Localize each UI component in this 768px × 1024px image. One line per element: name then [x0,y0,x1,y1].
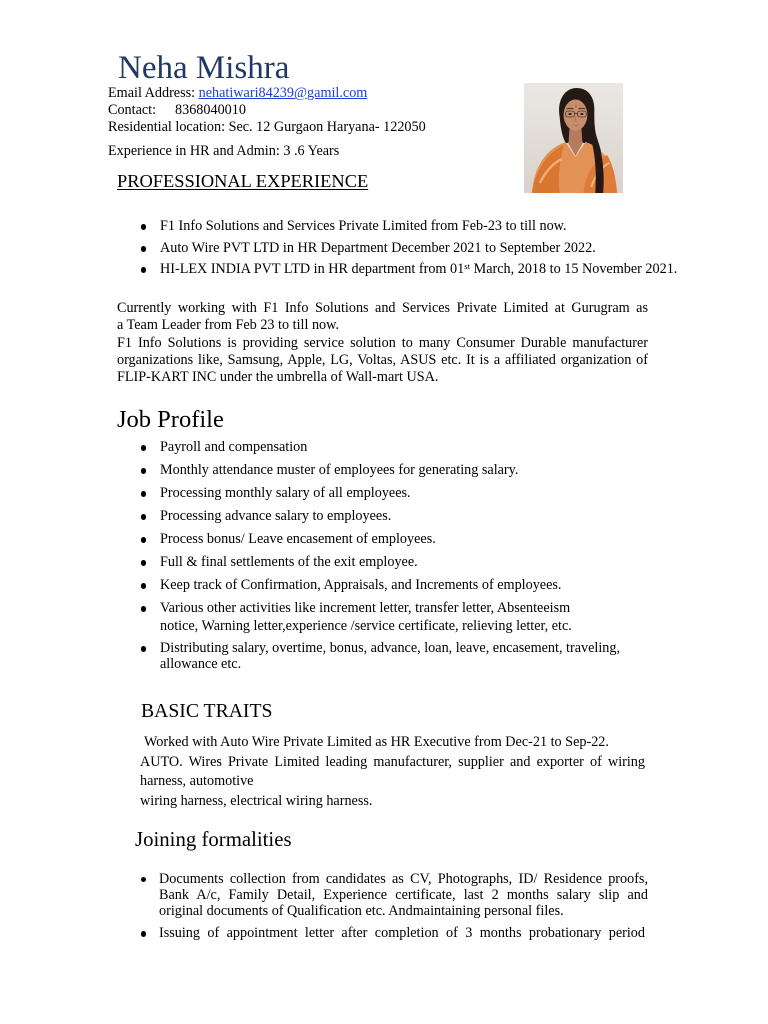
bullet-icon [141,583,147,589]
summary-line: F1 Info Solutions is providing service solution to many Consumer Durable manufacturer [117,334,648,351]
list-item-text: Monthly attendance muster of employees for generating salary. [160,462,519,479]
profile-photo-image [524,83,623,193]
section-heading-basic-traits: BASIC TRAITS [141,699,273,722]
bullet-icon [141,877,147,883]
list-item-line: allowance etc. [160,655,242,672]
experience-summary: Experience in HR and Admin: 3 .6 Years [108,143,340,160]
summary-line: FLIP-KART INC under the umbrella of Wall-mart USA. [117,369,439,386]
contact-number: 8368040010 [175,102,246,119]
bullet-icon [141,537,147,543]
summary-line: Currently working with F1 Info Solutions and Services Private Limited at Gurugram as [117,300,648,317]
summary-line: a Team Leader from Feb 23 to till now. [117,317,340,334]
list-item-text [159,925,645,942]
bullet-icon [141,246,147,252]
list-item-text [159,871,648,919]
list-item-text [160,261,677,278]
profile-photo [524,83,623,193]
list-item-text: Full & final settlements of the exit employee. [160,554,418,571]
email-line [108,85,367,102]
list-item-line: original documents of Qualification etc. Andmaintaining personal files. [159,903,564,920]
bullet-icon [141,491,147,497]
list-item-line: Various other activities like increment letter, transfer letter, Absenteeism [160,600,571,617]
section-heading-joining-formalities: Joining formalities [135,828,292,851]
bullet-icon [141,931,147,937]
email-label: Email Address: [108,85,199,102]
bullet-icon [141,224,147,230]
traits-line: Worked with Auto Wire Private Limited as HR Executive from Dec-21 to Sep-22. [144,734,609,751]
list-item-line: notice, Warning letter,experience /service certificate, relieving letter, etc. [160,617,572,634]
list-item-text: Process bonus/ Leave encasement of employees. [160,531,436,548]
summary-line: organizations like, Samsung, Apple, LG, Voltas, ASUS etc. It is a affiliated organization of [117,351,648,368]
email-link[interactable]: nehatiwari84239@gamil.com [198,85,368,102]
list-item-text: Processing monthly salary of all employees. [160,485,411,502]
bullet-icon [141,514,147,520]
list-item-text: Keep track of Confirmation, Appraisals, and Increments of employees. [160,577,562,594]
list-item-line: Issuing of appointment letter after completion of 3 months probationary period [159,925,645,942]
section-heading-job-profile: Job Profile [117,405,224,433]
section-heading-professional-experience: PROFESSIONAL EXPERIENCE [117,170,369,191]
list-item-line: Documents collection from candidates as CV, Photographs, ID/ Residence proofs, [159,871,648,888]
list-item-text: Payroll and compensation [160,439,308,456]
bullet-icon [141,468,147,474]
list-item-text [160,600,572,635]
traits-line: AUTO. Wires Private Limited leading manufacturer, supplier and exporter of wiring [140,754,645,771]
contact-label: Contact: [108,102,157,119]
residential-location: Residential location: Sec. 12 Gurgaon Haryana- 122050 [108,119,426,136]
bullet-icon [141,606,147,612]
list-item-text-part: March, 2018 to 15 November 2021. [470,261,678,278]
ordinal-superscript: st [464,261,471,272]
list-item-text: Auto Wire PVT LTD in HR Department December 2021 to September 2022. [160,240,596,257]
bullet-icon [141,560,147,566]
bullet-icon [141,646,147,652]
list-item-text: Processing advance salary to employees. [160,508,392,525]
bullet-icon [141,267,147,273]
experience-summary-paragraph [117,300,648,386]
candidate-name: Neha Mishra [118,50,290,87]
list-item-line: Distributing salary, overtime, bonus, advance, loan, leave, encasement, traveling, [160,640,621,657]
list-item-line: Bank A/c, Family Detail, Experience certificate, last 2 months salary slip and [159,887,648,904]
bullet-icon [141,445,147,451]
traits-line: wiring harness, electrical wiring harness. [140,793,373,810]
list-item-text-part: HI-LEX INDIA PVT LTD in HR department from 01 [160,261,465,278]
list-item-text [160,641,620,672]
list-item-text: F1 Info Solutions and Services Private Limited from Feb-23 to till now. [160,218,567,235]
traits-line: harness, automotive [140,773,254,790]
